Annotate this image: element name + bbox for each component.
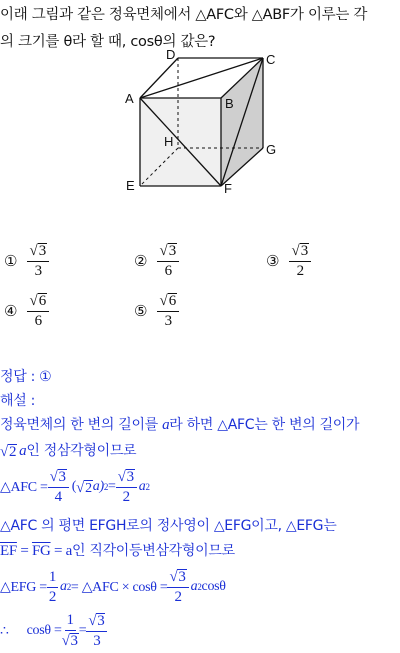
choice-5-marker: ⑤ (134, 302, 148, 320)
equation-2: △EFG = $\frac{1}{2}$ a 2 = △AFC × cosθ = √ 3 2 a 2 cosθ (0, 568, 226, 605)
question-line-2: 의 크기를 θ라 할 때, cosθ의 값은? (0, 34, 216, 50)
choice-2-marker: ② (134, 252, 148, 270)
choice-3-fraction: √ 3 2 (289, 242, 311, 280)
solution-line-2: √ 2 a 인 정삼각형이므로 (0, 443, 137, 460)
cube-figure (120, 48, 290, 198)
choice-4-fraction: √ 6 6 (27, 292, 49, 330)
choice-1[interactable] (4, 242, 49, 280)
vertex-g-label: G (266, 142, 277, 157)
choice-1-marker: ① (4, 252, 18, 270)
solution-line-1: 정육면체의 한 변의 길이를 a라 하면 △AFC는 한 변의 길이가 (0, 417, 360, 433)
solution-line-4: △AFC 의 평면 EFGH로의 정사영이 △EFG이고, △EFG는 (0, 518, 337, 534)
vertex-d-label: D (166, 48, 176, 62)
eq3-fraction-1: 1 √ 3 (61, 612, 78, 649)
solution-line-5: $\overline{EF} = \overline{FG} = a$인 직각이등변삼각형이므로 (0, 543, 235, 559)
choice-2-fraction: √ 3 6 (157, 242, 179, 280)
choice-1-fraction: √ 3 3 (27, 242, 49, 280)
answer-label: 정답 : ① (0, 369, 52, 385)
vertex-b-label: B (225, 96, 234, 111)
vertex-e-label: E (126, 178, 135, 193)
choice-5[interactable] (134, 292, 179, 330)
equation-1: △AFC = √ 3 4 ( √ 2 a) 2 = √ 3 2 a 2 (0, 469, 150, 505)
eq2-fraction-1: $\frac{1}{2}$ (48, 568, 57, 605)
choice-4[interactable] (4, 292, 49, 330)
vertex-f-label: F (224, 181, 232, 196)
vertex-h-label: H (164, 134, 174, 149)
equation-3: ∴ cosθ = 1 √ 3 = √ 3 3 (0, 612, 107, 650)
eq1-fraction-2: √ 3 2 (116, 468, 137, 506)
choice-5-fraction: √ 6 3 (157, 292, 179, 330)
choice-2[interactable] (134, 242, 179, 280)
choice-3-marker: ③ (266, 252, 280, 270)
eq3-fraction-2: √ 3 3 (86, 612, 107, 650)
question-line-1: 이래 그림과 같은 정육면체에서 △AFC와 △ABF가 이루는 각 (0, 7, 368, 23)
choice-3[interactable] (266, 242, 311, 280)
choice-4-marker: ④ (4, 302, 18, 320)
eq1-fraction-1: √ 3 4 (48, 468, 69, 506)
vertex-c-label: C (266, 52, 276, 67)
explanation-label: 해설 : (0, 393, 36, 409)
vertex-a-label: A (125, 91, 134, 106)
eq2-fraction-2: √ 3 2 (167, 568, 188, 606)
